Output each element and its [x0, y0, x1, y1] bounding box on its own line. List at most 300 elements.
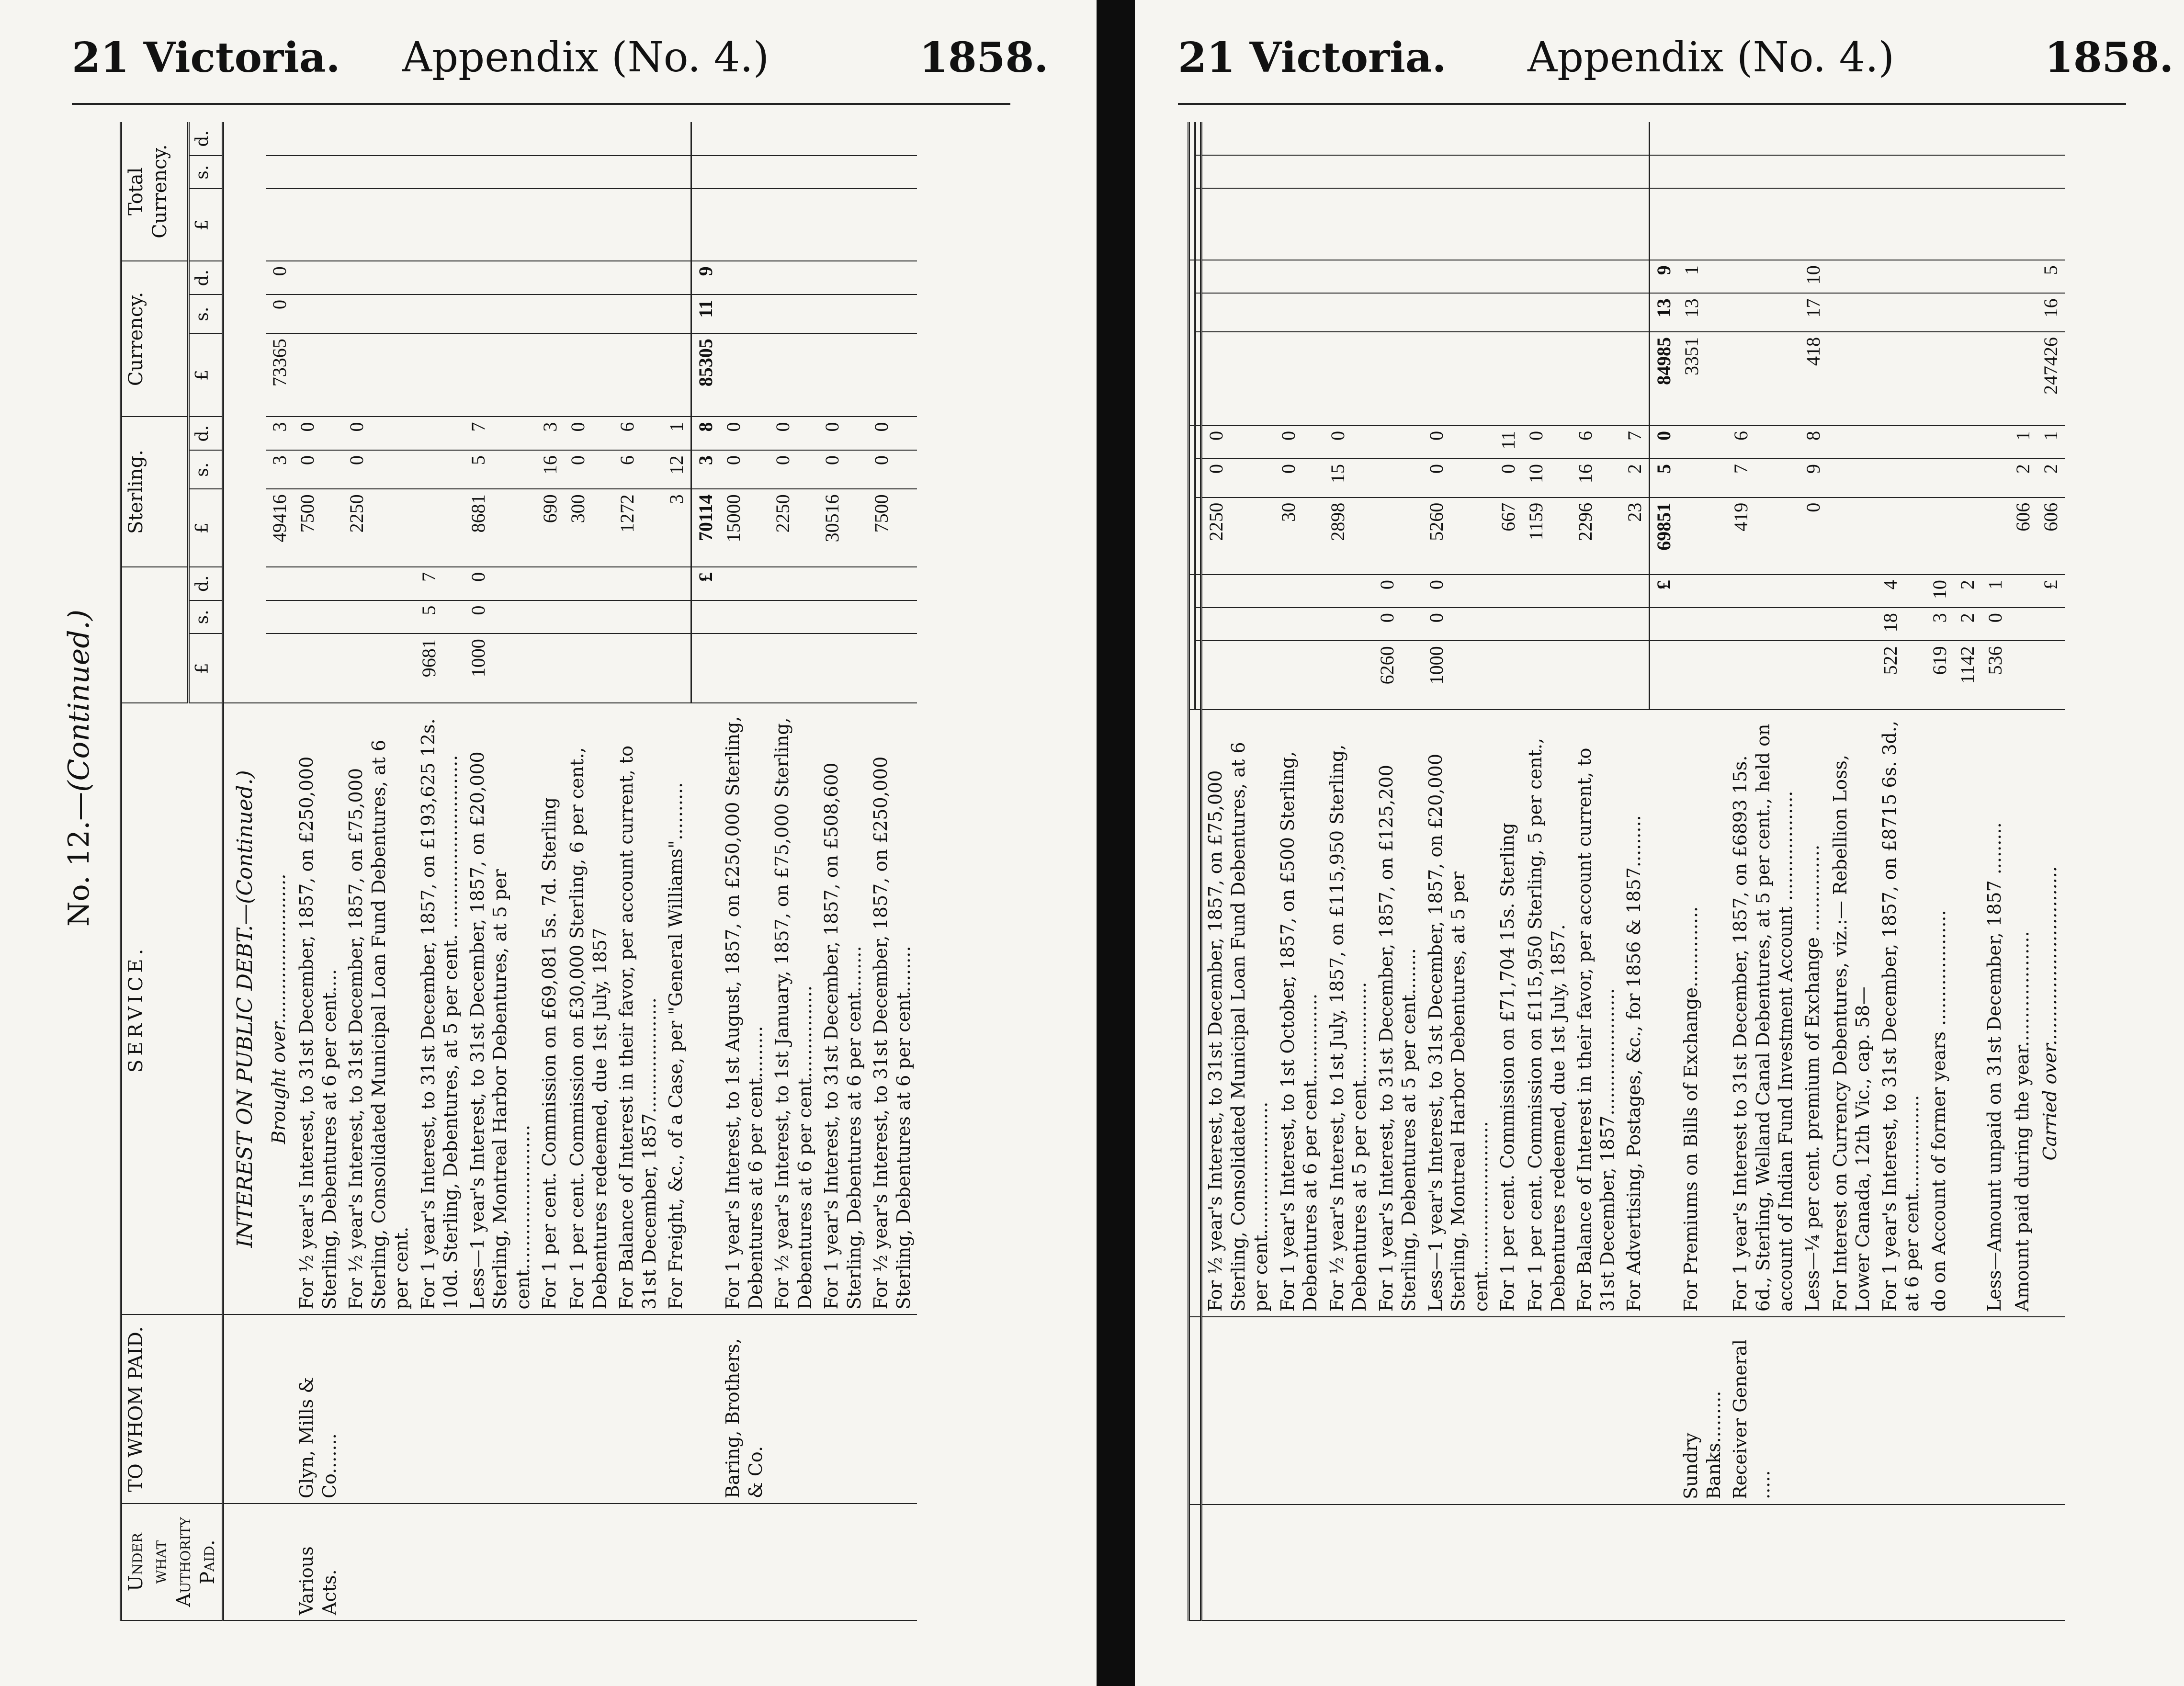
amount-shillings-cell: [1650, 608, 1678, 641]
lsd-pound: £: [188, 333, 223, 417]
currency-shillings-cell: 16: [2037, 293, 2065, 332]
payee-cell: [1572, 1317, 1621, 1505]
sterling-pence-cell: 0: [1423, 426, 1495, 459]
authority-cell: [1926, 1505, 1954, 1620]
payee-cell: [868, 1314, 917, 1504]
currency-pence-cell: [1926, 260, 1954, 293]
sterling-pence-cell: 0: [1275, 426, 1324, 459]
total-currency-cell: [868, 156, 917, 189]
amount-pence-cell: £: [2037, 575, 2065, 608]
ledger-row: [691, 122, 720, 1620]
currency-pence-cell: [1201, 260, 1275, 293]
amount-pence-cell: [1678, 575, 1727, 608]
total-currency-cell: [1727, 188, 1799, 260]
amount-shillings-cell: [1494, 608, 1522, 641]
currency-shillings-cell: [1522, 293, 1572, 332]
authority-cell: Various Acts.: [294, 1504, 343, 1620]
currency-pence-cell: [1827, 260, 1877, 293]
currency-shillings-cell: 13: [1678, 293, 1727, 332]
total-currency-cell: [1650, 155, 1678, 188]
authority-cell: [1522, 1505, 1572, 1620]
total-currency-cell: [1522, 188, 1572, 260]
total-currency-cell: [868, 189, 917, 261]
authority-cell: [1621, 1505, 1650, 1620]
service-cell: For 1 year's Interest, to 31st December, 1857, on £193,625 12s. 10d. Sterling, Debentures, at 5 per cent. ..............................: [415, 703, 464, 1314]
payee-cell: [691, 1314, 720, 1504]
amount-shillings-cell: [1522, 608, 1572, 641]
currency-pounds-cell: [720, 333, 769, 417]
amount-pence-cell: [1572, 575, 1621, 608]
total-currency-cell: [1324, 188, 1373, 260]
currency-pounds-cell: [769, 333, 818, 417]
amount-pounds-cell: [1727, 641, 1799, 710]
amount-shillings-cell: 3: [1926, 608, 1954, 641]
table-continued-label: (Continued.): [62, 609, 96, 792]
amount-shillings-cell: [1621, 608, 1650, 641]
total-currency-cell: [663, 156, 691, 189]
authority-cell: [1494, 1505, 1522, 1620]
amount-shillings-cell: [1727, 608, 1799, 641]
service-cell: [691, 703, 720, 1314]
total-currency-cell: [613, 189, 663, 261]
total-currency-cell: [613, 122, 663, 156]
amount-pence-cell: [1522, 575, 1572, 608]
lsd-shilling: s.: [188, 600, 223, 634]
service-cell: For Balance of Interest in their favor, per account current, to 31st December, 1857......................: [1572, 710, 1621, 1317]
amount-pounds-cell: [1572, 641, 1621, 710]
left-header-rule: [72, 103, 1010, 105]
service-cell: Less—1 year's Interest, to 31st December, 1857, on £20,000 Sterling, Montreal Harbor Debentures, at 5 per cent..........................: [1423, 710, 1495, 1317]
service-cell: Brought over..........................: [266, 703, 294, 1314]
currency-shillings-cell: [343, 294, 415, 333]
amount-pounds-cell: [1650, 641, 1678, 710]
amount-pence-cell: [1275, 575, 1324, 608]
sterling-shillings-cell: 2: [2037, 459, 2065, 498]
col-authority-header: Under what Authority Paid.: [121, 1504, 223, 1620]
currency-pounds-cell: [1954, 332, 1981, 426]
sterling-pence-cell: 7: [1621, 426, 1650, 459]
lsd-shilling: s.: [188, 294, 223, 333]
authority-cell: [1799, 1505, 1827, 1620]
amount-pence-cell: [1324, 575, 1373, 608]
authority-cell: [536, 1504, 564, 1620]
payee-cell: [415, 1314, 464, 1504]
ledger-row: [1201, 122, 1275, 1620]
amount-pence-cell: [1494, 575, 1522, 608]
ledger-row: [536, 122, 564, 1620]
authority-cell: [1678, 1505, 1727, 1620]
amount-pence-cell: 10: [1926, 575, 1954, 608]
amount-shillings-cell: 0: [1423, 608, 1495, 641]
amount-shillings-cell: [564, 600, 613, 634]
total-currency-cell: [818, 189, 868, 261]
currency-pounds-cell: [1827, 332, 1877, 426]
section-heading: INTEREST ON PUBLIC DEBT.—(Continued.): [223, 703, 266, 1314]
amount-shillings-cell: [1827, 608, 1877, 641]
total-currency-cell: [1324, 122, 1373, 155]
left-ledger-table: [120, 122, 917, 1621]
currency-pounds-cell: [564, 333, 613, 417]
total-currency-cell: [1275, 122, 1324, 155]
total-currency-cell: [868, 122, 917, 156]
total-currency-cell: [1373, 122, 1423, 155]
ledger-row: [2009, 122, 2037, 1620]
payee-cell: [1981, 1317, 2009, 1505]
ledger-row: [294, 122, 343, 1620]
service-cell: For ½ year's Interest, to 31st December, 1857, on £250,000 Sterling, Debentures at 6 per cent....: [294, 703, 343, 1314]
sterling-shillings-cell: [1678, 459, 1727, 498]
sterling-shillings-cell: 0: [769, 450, 818, 489]
ledger-row: [415, 122, 464, 1620]
right-header-rule: [1178, 103, 2126, 105]
authority-cell: [1423, 1505, 1495, 1620]
currency-pence-cell: [1494, 260, 1522, 293]
section-heading-suffix: (Continued.): [233, 770, 257, 904]
service-cell: For 1 year's Interest, to 1st October, 1857, on £500 Sterling, Debentures at 6 per cent...............: [1275, 710, 1324, 1317]
currency-pounds-cell: [536, 333, 564, 417]
total-currency-cell: [1494, 155, 1522, 188]
total-currency-cell: [1827, 155, 1877, 188]
total-currency-cell: [613, 156, 663, 189]
right-col-payee-header: [1189, 1317, 1201, 1505]
amount-pounds-cell: [1324, 641, 1373, 710]
currency-pounds-cell: [1877, 332, 1926, 426]
ledger-row: [266, 122, 294, 1620]
authority-cell: [691, 1504, 720, 1620]
total-currency-cell: [769, 189, 818, 261]
amount-pence-cell: £: [691, 567, 720, 600]
sterling-pounds-cell: 606: [2009, 498, 2037, 575]
right-rotated-table-block: [1188, 122, 2126, 1621]
currency-shillings-cell: [1275, 293, 1324, 332]
sterling-pounds-cell: 30516: [818, 489, 868, 567]
payee-cell: [1275, 1317, 1324, 1505]
sterling-shillings-cell: 6: [613, 450, 663, 489]
amount-shillings-cell: [720, 600, 769, 634]
sterling-shillings-cell: 0: [1423, 459, 1495, 498]
currency-shillings-cell: [1572, 293, 1621, 332]
sterling-pounds-cell: 49416: [266, 489, 294, 567]
authority-cell: [1324, 1505, 1373, 1620]
currency-pence-cell: [1981, 260, 2009, 293]
ledger-row: [1727, 122, 1799, 1620]
service-cell: Less—¼ per cent. premium of Exchange ...............: [1799, 710, 1827, 1317]
sterling-shillings-cell: 16: [536, 450, 564, 489]
sterling-shillings-cell: [1373, 459, 1423, 498]
amount-shillings-cell: [343, 600, 415, 634]
service-cell: Carried over...............................: [2037, 710, 2065, 1317]
sterling-pounds-cell: 2250: [343, 489, 415, 567]
amount-pence-cell: [663, 567, 691, 600]
sterling-pence-cell: 0: [769, 417, 818, 450]
right-col-sterling-header: [1189, 426, 1195, 575]
service-cell: For ½ year's Interest, to 1st January, 1857, on £75,000 Sterling, Debentures at 6 per cent................: [769, 703, 818, 1314]
currency-pounds-cell: [1522, 332, 1572, 426]
service-cell: For 1 year's Interest, to 31st December, 1857, on £508,600 Sterling, Debentures at 6 per cent........: [818, 703, 868, 1314]
sterling-shillings-cell: 9: [1799, 459, 1827, 498]
authority-cell: [868, 1504, 917, 1620]
amount-pounds-cell: [1522, 641, 1572, 710]
total-currency-cell: [2037, 122, 2065, 155]
service-cell: For Interest on Currency Debentures, viz.:— Rebellion Loss, Lower Canada, 12th Vic., cap. 58—: [1827, 710, 1877, 1317]
service-cell: do on Account of former years ....................: [1926, 710, 1954, 1317]
left-page-year: 1858.: [919, 34, 1049, 82]
right-regnal-year: 21 Victoria.: [1178, 34, 1447, 82]
currency-pounds-cell: [1275, 332, 1324, 426]
sterling-shillings-cell: 2: [1621, 459, 1650, 498]
payee-cell: [2037, 1317, 2065, 1505]
currency-pence-cell: [1621, 260, 1650, 293]
total-currency-cell: [1981, 155, 2009, 188]
currency-pence-cell: [663, 261, 691, 294]
amount-shillings-cell: [2037, 608, 2065, 641]
currency-shillings-cell: [1926, 293, 1954, 332]
lsd-shilling: s.: [188, 450, 223, 489]
total-currency-cell: [663, 122, 691, 156]
amount-pence-cell: [2009, 575, 2037, 608]
service-cell: For 1 year's Interest to 31st December, 1857, on £6893 15s. 6d., Sterling, Welland Canal Debentures, at 5 per cent., held on account of Indian Fund Investment Account ...................: [1727, 710, 1799, 1317]
left-regnal-year: 21 Victoria.: [72, 34, 340, 82]
payee-cell: [1650, 1317, 1678, 1505]
sterling-pounds-cell: 690: [536, 489, 564, 567]
amount-shillings-cell: [1201, 608, 1275, 641]
total-currency-cell: [1621, 188, 1650, 260]
lsd-pence: d.: [188, 567, 223, 600]
service-cell: For Premiums on Bills of Exchange..............: [1678, 710, 1727, 1317]
amount-shillings-cell: 0: [464, 600, 537, 634]
amount-shillings-cell: [769, 600, 818, 634]
sterling-pence-cell: 0: [294, 417, 343, 450]
payee-cell: [1954, 1317, 1981, 1505]
sterling-pence-cell: 0: [1522, 426, 1572, 459]
total-currency-cell: [294, 122, 343, 156]
amount-pounds-cell: [663, 634, 691, 703]
sterling-pence-cell: 6: [1572, 426, 1621, 459]
amount-pounds-cell: [2009, 641, 2037, 710]
amount-shillings-cell: 18: [1877, 608, 1926, 641]
total-currency-cell: [1572, 155, 1621, 188]
total-currency-cell: [1494, 188, 1522, 260]
total-currency-cell: [1678, 155, 1727, 188]
currency-pounds-cell: 85305: [691, 333, 720, 417]
payee-cell: [1423, 1317, 1495, 1505]
currency-pence-cell: [1324, 260, 1373, 293]
ledger-row: [1799, 122, 1827, 1620]
currency-shillings-cell: [613, 294, 663, 333]
currency-pence-cell: [343, 261, 415, 294]
authority-cell: [2037, 1505, 2065, 1620]
currency-shillings-cell: 11: [691, 294, 720, 333]
currency-shillings-cell: [1827, 293, 1877, 332]
left-appendix-title: Appendix (No. 4.): [402, 34, 769, 81]
currency-pounds-cell: 3351: [1678, 332, 1727, 426]
total-currency-cell: [1650, 122, 1678, 155]
currency-pounds-cell: [1201, 332, 1275, 426]
table-number-label: No. 12.: [62, 820, 96, 927]
sterling-pounds-cell: 419: [1727, 498, 1799, 575]
currency-shillings-cell: [1981, 293, 2009, 332]
sterling-pounds-cell: 23: [1621, 498, 1650, 575]
right-page: [1135, 0, 2184, 1686]
payee-cell: [1827, 1317, 1877, 1505]
col-service-header: SERVICE.: [121, 703, 223, 1314]
left-ledger-body: [223, 122, 917, 1620]
sterling-pounds-cell: 0: [1799, 498, 1827, 575]
payee-cell: Baring, Brothers, & Co.: [720, 1314, 769, 1504]
currency-pence-cell: [769, 261, 818, 294]
currency-pence-cell: [1373, 260, 1423, 293]
amount-pounds-cell: [1275, 641, 1324, 710]
total-currency-cell: [343, 189, 415, 261]
amount-pounds-cell: [2037, 641, 2065, 710]
sterling-shillings-cell: 0: [1494, 459, 1522, 498]
amount-pounds-cell: [769, 634, 818, 703]
total-currency-cell: [1494, 122, 1522, 155]
sterling-pounds-cell: 667: [1494, 498, 1522, 575]
amount-shillings-cell: [1324, 608, 1373, 641]
ledger-row: [1954, 122, 1981, 1620]
sterling-pounds-cell: 1159: [1522, 498, 1572, 575]
payee-cell: [343, 1314, 415, 1504]
sterling-pounds-cell: 30: [1275, 498, 1324, 575]
amount-shillings-cell: [266, 600, 294, 634]
right-col-amount-header: [1189, 575, 1195, 710]
amount-pounds-cell: 536: [1981, 641, 2009, 710]
currency-shillings-cell: [536, 294, 564, 333]
service-cell: For ½ year's Interest, to 31st December, 1857, on £250,000 Sterling, Debentures at 6 per cent........: [868, 703, 917, 1314]
col-payee-header: TO WHOM PAID.: [121, 1314, 223, 1504]
sterling-pence-cell: [1981, 426, 2009, 459]
amount-pence-cell: [613, 567, 663, 600]
amount-shillings-cell: [2009, 608, 2037, 641]
sterling-pence-cell: 7: [464, 417, 537, 450]
currency-pence-cell: [720, 261, 769, 294]
authority-cell: [343, 1504, 415, 1620]
currency-pence-cell: [1275, 260, 1324, 293]
sterling-pence-cell: 8: [691, 417, 720, 450]
sterling-shillings-cell: 5: [1650, 459, 1678, 498]
payee-cell: [536, 1314, 564, 1504]
sterling-pounds-cell: 606: [2037, 498, 2065, 575]
sterling-shillings-cell: 0: [564, 450, 613, 489]
amount-pence-cell: [818, 567, 868, 600]
currency-pounds-cell: [868, 333, 917, 417]
ledger-row: [1650, 122, 1678, 1620]
total-currency-cell: [1799, 122, 1827, 155]
amount-pounds-cell: 1142: [1954, 641, 1981, 710]
total-currency-cell: [691, 122, 720, 156]
amount-pence-cell: [343, 567, 415, 600]
service-cell: For ½ year's Interest, to 31st December, 1857, on £75,000 Sterling, Consolidated Municipal Loan Fund Debentures, at 6 per cent.......................: [1201, 710, 1275, 1317]
amount-pounds-cell: [343, 634, 415, 703]
total-currency-cell: [2037, 155, 2065, 188]
ledger-row: [663, 122, 691, 1620]
sterling-pence-cell: 0: [1650, 426, 1678, 459]
total-currency-cell: [1799, 188, 1827, 260]
sterling-pence-cell: 6: [1727, 426, 1799, 459]
currency-pounds-cell: [1621, 332, 1650, 426]
amount-shillings-cell: 0: [1981, 608, 2009, 641]
sterling-shillings-cell: 12: [663, 450, 691, 489]
sterling-shillings-cell: [1877, 459, 1926, 498]
sterling-pence-cell: 0: [868, 417, 917, 450]
sterling-pounds-cell: 3: [663, 489, 691, 567]
sterling-pence-cell: [1678, 426, 1727, 459]
sterling-shillings-cell: 10: [1522, 459, 1572, 498]
amount-shillings-cell: 2: [1954, 608, 1981, 641]
ledger-row: [1373, 122, 1423, 1620]
sterling-pounds-cell: 7500: [294, 489, 343, 567]
sterling-pounds-cell: [1926, 498, 1954, 575]
sterling-pence-cell: 0: [1324, 426, 1373, 459]
total-currency-cell: [1827, 188, 1877, 260]
right-col-currency-header: [1189, 260, 1195, 426]
sterling-shillings-cell: 0: [343, 450, 415, 489]
amount-pounds-cell: [294, 634, 343, 703]
sterling-pence-cell: [1373, 426, 1423, 459]
col-sterling-header: Sterling.: [121, 417, 189, 566]
authority-cell: [1954, 1505, 1981, 1620]
currency-shillings-cell: [1324, 293, 1373, 332]
amount-pence-cell: [720, 567, 769, 600]
sterling-pounds-cell: 2296: [1572, 498, 1621, 575]
currency-pence-cell: [1423, 260, 1495, 293]
currency-pounds-cell: [663, 333, 691, 417]
total-currency-cell: [415, 156, 464, 189]
total-currency-cell: [818, 122, 868, 156]
currency-shillings-cell: [1621, 293, 1650, 332]
lsd-pound: £: [188, 489, 223, 567]
service-cell: For 1 year's Interest, to 31st December, 1857, on £8715 6s. 3d., at 6 per cent.................: [1877, 710, 1926, 1317]
payee-cell: [564, 1314, 613, 1504]
payee-cell: [1621, 1317, 1650, 1505]
currency-pence-cell: [1727, 260, 1799, 293]
service-cell: For Balance of Interest in their favor, per account current, to 31st December, 1857....................: [613, 703, 663, 1314]
ledger-row: [769, 122, 818, 1620]
total-currency-cell: [1572, 188, 1621, 260]
payee-cell: [266, 1314, 294, 1504]
amount-pence-cell: 4: [1877, 575, 1926, 608]
payee-cell: [1324, 1317, 1373, 1505]
sterling-pounds-cell: 69851: [1650, 498, 1678, 575]
amount-pounds-cell: 1000: [464, 634, 537, 703]
lsd-pence: d.: [188, 417, 223, 450]
currency-pounds-cell: [1727, 332, 1799, 426]
authority-cell: [1572, 1505, 1621, 1620]
sterling-shillings-cell: [415, 450, 464, 489]
ledger-row: [720, 122, 769, 1620]
sterling-pounds-cell: 5260: [1423, 498, 1495, 575]
right-ledger-body: [1201, 122, 2065, 1620]
currency-pence-cell: 1: [1678, 260, 1727, 293]
currency-pence-cell: [868, 261, 917, 294]
sterling-pence-cell: 3: [266, 417, 294, 450]
amount-pence-cell: 2: [1954, 575, 1981, 608]
sterling-pounds-cell: [1877, 498, 1926, 575]
total-currency-cell: [1981, 122, 2009, 155]
total-currency-cell: [2037, 188, 2065, 260]
currency-pence-cell: [536, 261, 564, 294]
sterling-pounds-cell: 7500: [868, 489, 917, 567]
authority-cell: [464, 1504, 537, 1620]
sterling-shillings-cell: 0: [818, 450, 868, 489]
total-currency-cell: [769, 122, 818, 156]
service-cell: Less—1 year's Interest, to 31st December, 1857, on £20,000 Sterling, Montreal Harbor Debentures, at 5 per cent.........................: [464, 703, 537, 1314]
authority-cell: [2009, 1505, 2037, 1620]
total-currency-cell: [1621, 122, 1650, 155]
currency-pence-cell: [613, 261, 663, 294]
authority-cell: [1877, 1505, 1926, 1620]
